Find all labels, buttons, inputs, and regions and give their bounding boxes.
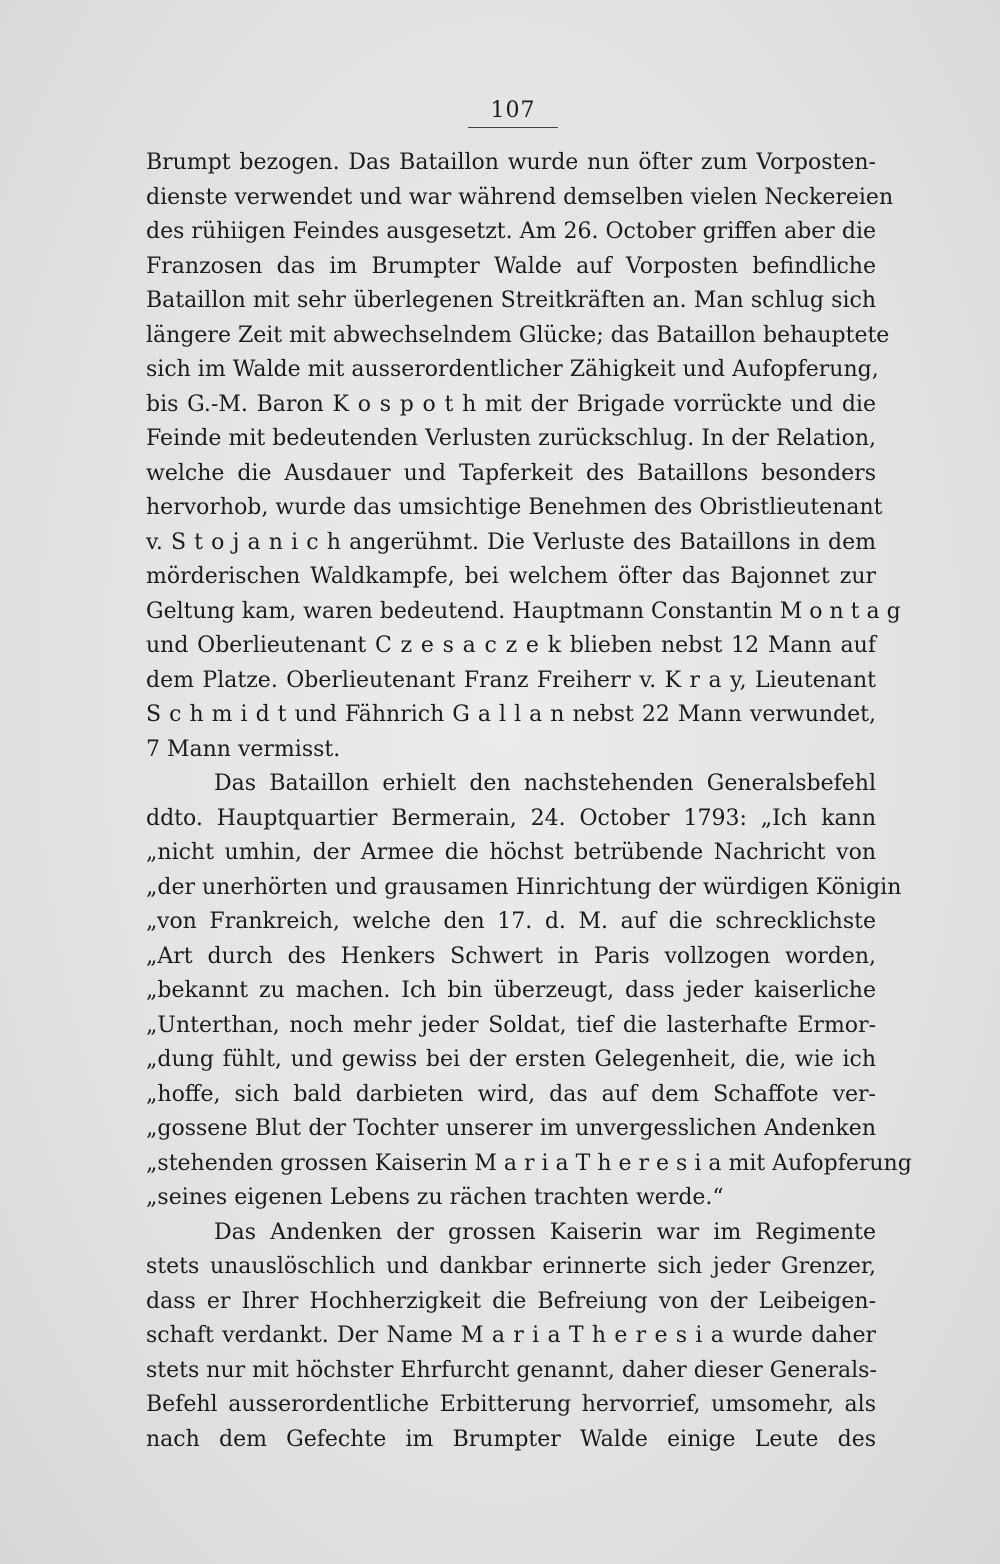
text-line: sich im Walde mit ausserordentlicher Zähigkeit und Aufopferung,	[146, 357, 879, 382]
text-line: hervorhob, wurde das umsichtige Benehmen des Obristlieutenant	[146, 495, 883, 520]
text-line: „der unerhörten und grausamen Hinrichtung der würdigen Königin	[146, 874, 902, 900]
text-line: „stehenden grossen Kaiserin M a r i a T h e r e s i a mit Aufopferung	[146, 1150, 912, 1176]
text-line: Das Andenken der grossen Kaiserin war im Regimente	[214, 1219, 876, 1245]
text-line: Franzosen das im Brumpter Walde auf Vorposten befindliche	[146, 253, 876, 279]
text-line: und Oberlieutenant C z e s a c z e k blieben nebst 12 Mann auf	[146, 633, 876, 658]
text-line: „nicht umhin, der Armee die höchst betrübende Nachricht von	[146, 840, 876, 865]
text-line: bis G.-M. Baron K o s p o t h mit der Brigade vorrückte und die	[146, 391, 876, 417]
body-text	[146, 146, 912, 1457]
text-line: „hoffe, sich bald darbieten wird, das auf dem Schaffote ver-	[146, 1081, 876, 1107]
text-line: „Unterthan, noch mehr jeder Soldat, tief die lasterhafte Ermor-	[146, 1012, 876, 1038]
text-line: nach dem Gefechte im Brumpter Walde einige Leute des	[146, 1426, 876, 1452]
text-line: ddto. Hauptquartier Bermerain, 24. October 1793: „Ich kann	[146, 805, 876, 831]
text-line: „von Frankreich, welche den 17. d. M. auf die schrecklichste	[146, 909, 876, 934]
text-line: v. S t o j a n i c h angerühmt. Die Verluste des Bataillons in dem	[146, 529, 876, 555]
text-line: Feinde mit bedeutenden Verlusten zurückschlug. In der Relation,	[146, 426, 876, 451]
text-line: „bekannt zu machen. Ich bin überzeugt, dass jeder kaiserliche	[146, 978, 876, 1003]
text-line: Befehl ausserordentliche Erbitterung hervorrief, umsomehr, als	[146, 1392, 876, 1417]
text-line: Bataillon mit sehr überlegenen Streitkräften an. Man schlug sich	[146, 288, 876, 313]
text-line: welche die Ausdauer und Tapferkeit des Bataillons besonders	[146, 460, 876, 486]
text-line: „gossene Blut der Tochter unserer im unvergesslichen Andenken	[146, 1116, 876, 1141]
text-line: dass er Ihrer Hochherzigkeit die Befreiung von der Leibeigen-	[146, 1288, 876, 1314]
text-line: dienste verwendet und war während demselben vielen Neckereien	[146, 184, 894, 210]
text-line: 7 Mann vermisst.	[146, 736, 341, 762]
text-line: Brumpt bezogen. Das Bataillon wurde nun öfter zum Vorposten-	[146, 150, 876, 175]
text-line: schaft verdankt. Der Name M a r i a T h e r e s i a wurde daher	[146, 1323, 876, 1348]
text-line: mörderischen Waldkampfe, bei welchem öfter das Bajonnet zur	[146, 564, 876, 589]
page-header	[468, 98, 558, 128]
text-line: dem Platze. Oberlieutenant Franz Freiherr v. K r a y, Lieutenant	[146, 667, 876, 693]
text-line: „seines eigenen Lebens zu rächen trachten werde.“	[146, 1185, 724, 1210]
text-line: des rühiigen Feindes ausgesetzt. Am 26. October griffen aber die	[146, 219, 876, 244]
text-line: stets unauslöschlich und dankbar erinnerte sich jeder Grenzer,	[146, 1254, 876, 1279]
page-number: 107	[490, 98, 536, 123]
text-line: „dung fühlt, und gewiss bei der ersten Gelegenheit, die, wie ich	[146, 1047, 876, 1072]
text-line: Das Bataillon erhielt den nachstehenden Generalsbefehl	[214, 771, 876, 796]
text-line: S c h m i d t und Fähnrich G a l l a n nebst 22 Mann verwundet,	[146, 702, 876, 727]
text-line: stets nur mit höchster Ehrfurcht genannt, daher dieser Generals-	[146, 1357, 877, 1383]
text-line: „Art durch des Henkers Schwert in Paris vollzogen worden,	[146, 943, 876, 969]
text-line: längere Zeit mit abwechselndem Glücke; das Bataillon behauptete	[146, 322, 890, 348]
text-line: Geltung kam, waren bedeutend. Hauptmann Constantin M o n t a g	[146, 598, 901, 624]
